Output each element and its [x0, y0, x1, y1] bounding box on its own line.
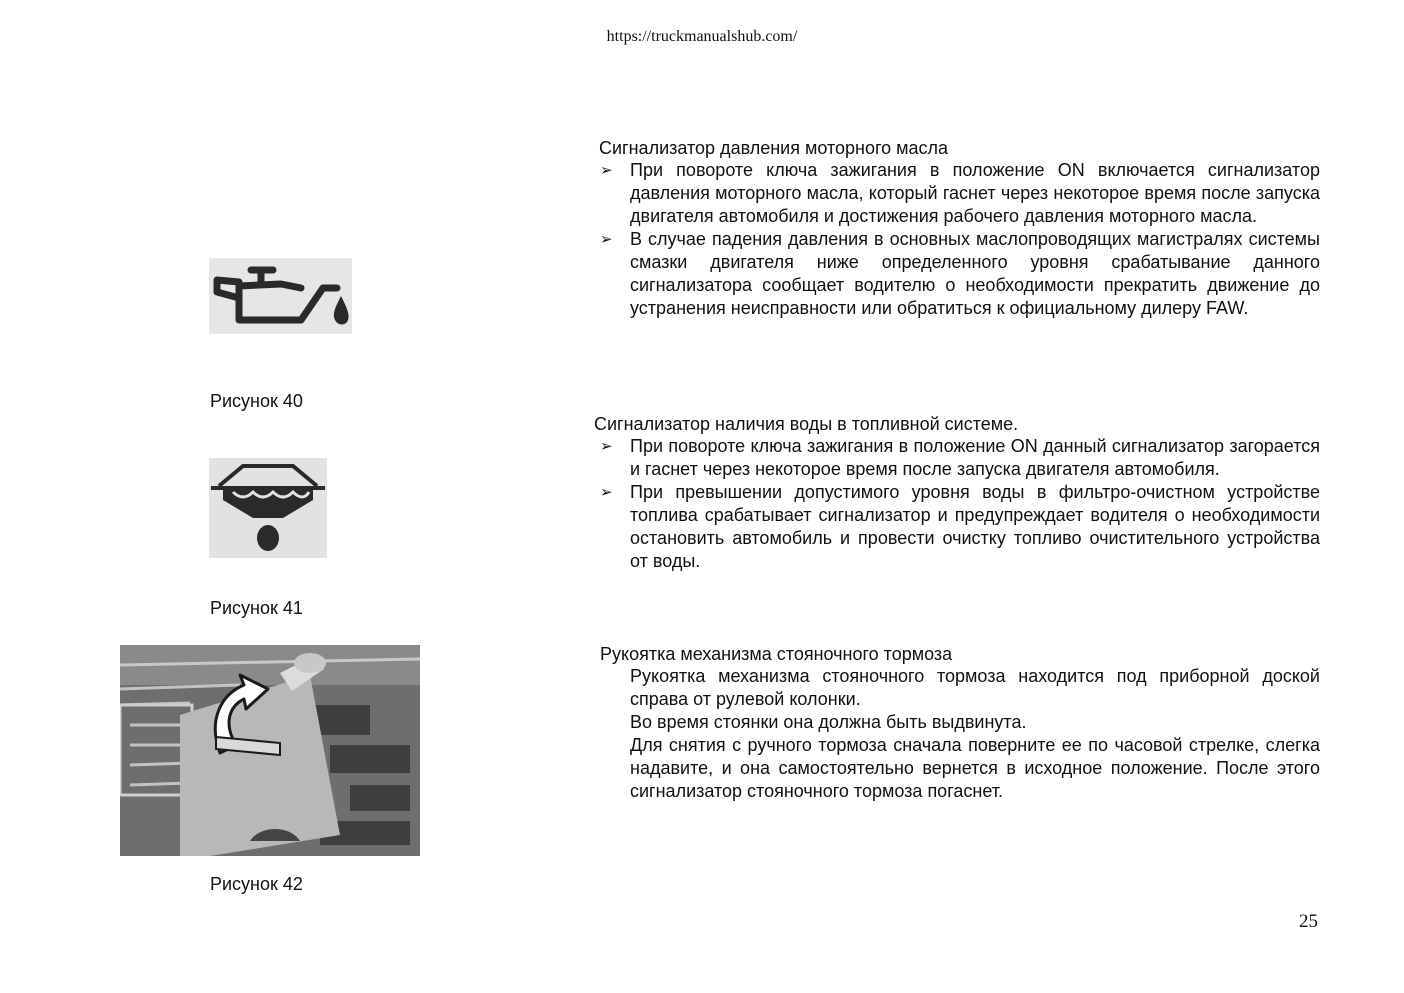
- figure-42: [120, 645, 420, 856]
- parking-brake-text: [630, 665, 1320, 803]
- section-title-parking-brake: Рукоятка механизма стояночного тормоза: [600, 644, 953, 664]
- arrow-bullet-icon: ➢: [600, 231, 613, 248]
- figure-41-caption: Рисунок 41: [210, 598, 303, 618]
- source-url: https://truckmanualshub.com/: [606, 28, 798, 45]
- arrow-bullet-icon: ➢: [600, 438, 613, 455]
- arrow-bullet-icon: ➢: [600, 484, 613, 501]
- figure-40: [209, 258, 352, 334]
- list-item: [600, 228, 1320, 320]
- oil-pressure-icon: [209, 258, 352, 334]
- figure-40-caption: Рисунок 40: [210, 391, 303, 411]
- water-in-fuel-bullet-list: [600, 435, 1320, 573]
- list-item-text: При повороте ключа зажигания в положение ON данный сигнализатор загорается и гаснет через некоторое время после запуска двигателя автомобиля.: [630, 436, 1320, 479]
- paragraph: Во время стоянки она должна быть выдвинута.: [630, 712, 1027, 732]
- list-item-text: При повороте ключа зажигания в положение ON включается сигнализатор давления моторного масла, который гаснет через некоторое время после запуска двигателя автомобиля и достижения рабочего давления моторного масла.: [630, 160, 1320, 226]
- page-number: 25: [1299, 911, 1318, 932]
- water-in-fuel-icon: [209, 458, 327, 558]
- list-item: [600, 481, 1320, 573]
- paragraph: Для снятия с ручного тормоза сначала поверните ее по часовой стрелке, слегка надавите, и она самостоятельно вернется в исходное положение. После этого сигнализатор стояночного тормоза погаснет.: [630, 735, 1320, 801]
- figure-41: [209, 458, 327, 558]
- paragraph: Рукоятка механизма стояночного тормоза находится под приборной доской справа от рулевой колонки.: [630, 666, 1320, 709]
- figure-42-caption: Рисунок 42: [210, 874, 303, 894]
- arrow-bullet-icon: ➢: [600, 162, 613, 179]
- list-item: [600, 159, 1320, 228]
- section-title-water-in-fuel: Сигнализатор наличия воды в топливной системе.: [594, 414, 1019, 434]
- parking-brake-handle-photo: [120, 645, 420, 856]
- list-item-text: В случае падения давления в основных маслопроводящих магистралях системы смазки двигателя ниже определенного уровня срабатывание данного сигнализатора сообщает водителю о необходимости прекратить движение до устранения неисправности или обратиться к официальному дилеру FAW.: [630, 229, 1320, 318]
- list-item-text: При превышении допустимого уровня воды в фильтро-очистном устройстве топлива срабатывает сигнализатор и предупреждает водителя о необходимости остановить автомобиль и провести очистку топливо очистительного устройства от воды.: [630, 482, 1320, 571]
- oil-pressure-bullet-list: [600, 159, 1320, 320]
- list-item: [600, 435, 1320, 481]
- section-title-oil-pressure: Сигнализатор давления моторного масла: [599, 138, 949, 158]
